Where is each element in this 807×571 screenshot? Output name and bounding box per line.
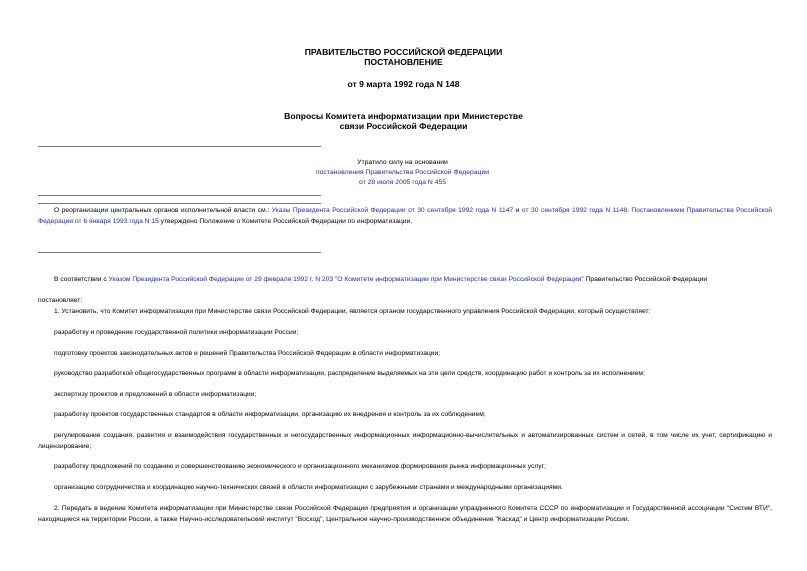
list-item: разработку и проведение государственной политики информатизации России; [54, 329, 299, 336]
preamble-text-2: Правительство Российской Федерации [583, 276, 708, 283]
decree-1148-link[interactable]: от 30 сентября 1992 года N 1148 [521, 207, 628, 214]
list-item: подготовку проектов законодательных актов и решений Правительства Российской Федерации в области информатизации; [54, 350, 441, 357]
list-item: разработку проектов государственных стандартов в области информатизации, организацию их внедрения и контроль за их соблюдением; [54, 411, 486, 418]
list-item: регулирование создания, развития и взаимодействия государственных и негосударственных информационных информационно-вычислительных и автоматизированных систем и сетей, в том числе их учет, сертификацию и лицензирование; [38, 432, 772, 450]
lost-force-link-2[interactable]: от 28 июля 2005 года N 455 [358, 179, 447, 186]
resolves-text: постановляет: [38, 297, 83, 304]
document-title-line-2: связи Российской Федерации [339, 121, 468, 131]
list-item: руководство разработкой общегосударственных программ в области информатизации, распределение выделяемых на эти цели средств, координацию работ и контроль за их исполнением; [54, 370, 645, 377]
preamble [38, 275, 772, 286]
resolution-15-link[interactable]: Постановлением Правительства Российской Федерации от 6 января 1993 года N 15 [38, 207, 772, 225]
reorg-text-3: . [627, 207, 632, 214]
lost-force-link-1[interactable]: постановления Правительства Российской Федерации [315, 169, 490, 176]
government-name: ПРАВИТЕЛЬСТВО РОССИЙСКОЙ ФЕДЕРАЦИИ [304, 47, 503, 57]
item-2-transfer: 2. Передать в ведение Комитета информатизации при Министерстве связи Российской Федерации предприятия и организации упраздненного Комитета СССР по информатизации и Государственной ассоциации "Систем ВТИ", находящиеся на территории России, а также Научно-исследовательский институт "Восход", Центральное научно-производственное объединение "Каскад" и Центр информатизации России. [38, 505, 772, 523]
document-title-line-1: Вопросы Комитета информатизации при Министерстве [284, 111, 523, 121]
list-item: организацию сотрудничества и координацию научно-технических связей в области информатизации с зарубежными странами и международными организациями. [54, 484, 563, 491]
decree-1147-link[interactable]: Указы Президента Российской Федерации от 30 сентября 1992 года N 1147 [271, 207, 514, 214]
decree-203-link[interactable]: Указом Президента Российской Федерации от 29 февраля 1992 г. N 203 "О Комитете информатизации при Министерстве связи Российской Федерации" [108, 276, 584, 283]
document-date-number: от 9 марта 1992 года N 148 [347, 79, 460, 89]
item-1-establish: 1. Установить, что Комитет информатизации при Министерстве связи Российской Федерации, является органом государственного управления Российской Федерации, который осуществляет: [54, 308, 651, 315]
separator-3 [38, 203, 321, 204]
reorg-text-2: и [513, 207, 522, 214]
reorganization-note [38, 206, 772, 227]
list-item: разработку предложений по созданию и совершенствованию экономического и организационного механизмов формирования рынка информационных услуг; [54, 463, 546, 470]
document-type: ПОСТАНОВЛЕНИЕ [364, 57, 443, 67]
separator-4 [38, 252, 321, 253]
preamble-text-1: В соответствии с [54, 276, 109, 283]
lost-force-note [200, 158, 605, 188]
separator-1 [38, 146, 321, 147]
reorg-text-1: О реорганизации центральных органов исполнительной власти см.: [54, 207, 272, 214]
separator-2 [38, 195, 321, 196]
lost-force-line-1: Утратило силу на основании [357, 159, 448, 166]
reorg-text-4: утверждено Положение о Комитете Российской Федерации по информатизации. [158, 217, 413, 225]
list-item: экспертизу проектов и предложений в области информатизации; [54, 391, 257, 398]
